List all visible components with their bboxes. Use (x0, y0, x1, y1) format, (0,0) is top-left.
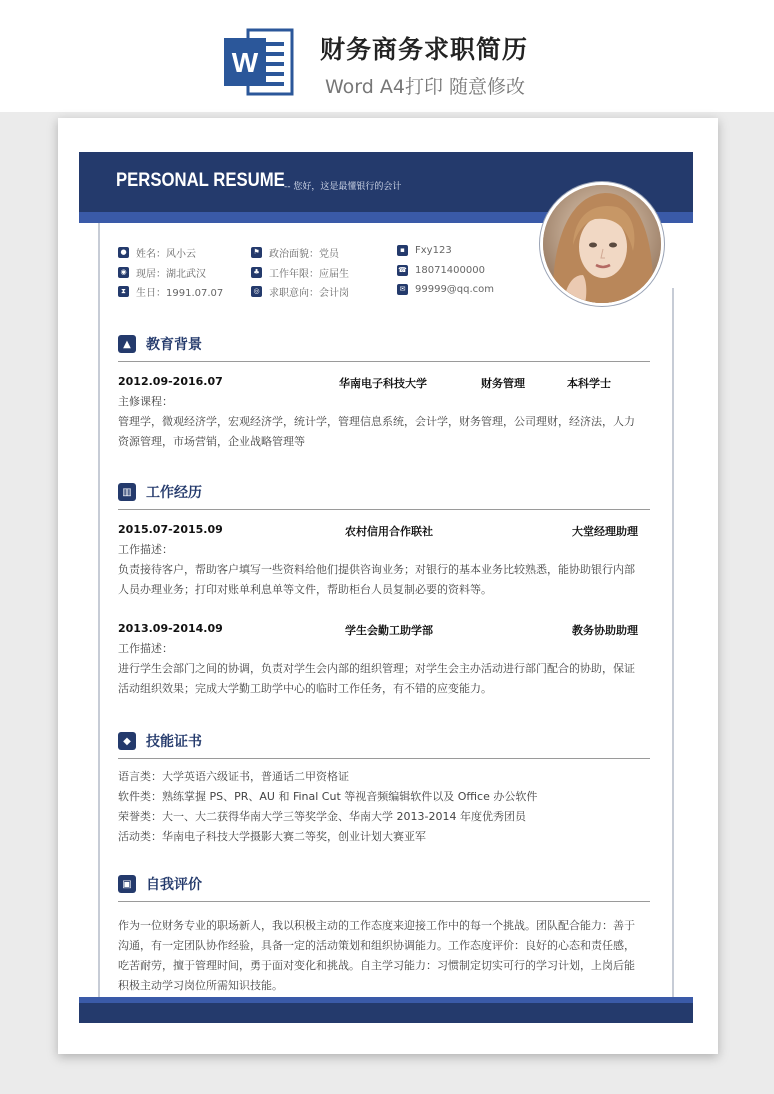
info-qq (397, 245, 452, 256)
banner-subtitle: Word A4打印 随意修改 (325, 76, 526, 98)
job-1-period: 2015.07-2015.09 (118, 523, 223, 536)
info-intention (251, 284, 349, 299)
graduation-cap-icon: ▲ (118, 335, 136, 353)
job-2-period: 2013.09-2014.09 (118, 622, 223, 635)
info-email (397, 284, 494, 295)
chat-bubble-icon: ▪ (397, 245, 408, 256)
skill-item: 活动类：华南电子科技大学摄影大赛二等奖，创业计划大赛亚军 (118, 830, 426, 843)
education-header (118, 334, 202, 354)
education-divider (118, 361, 650, 362)
job-1-description-line: 负责接待客户，帮助客户填写一些资料给他们提供咨询业务；对银行的基本业务比较熟悉，能协助银行内部 (118, 563, 635, 576)
mail-icon: ✉ (397, 284, 408, 295)
education-degree: 本科学士 (567, 377, 611, 390)
job-2-description-line: 活动组织效果；完成大学勤工助学中心的临时工作任务，有不错的应变能力。 (118, 682, 492, 695)
flag-icon: ⚑ (251, 247, 262, 258)
work-divider (118, 509, 650, 510)
education-major: 财务管理 (481, 377, 525, 390)
info-name-text: 姓名：风小云 (136, 249, 196, 260)
banner-title: 财务商务求职简历 (320, 35, 529, 64)
info-political-text: 政治面貌：党员 (269, 249, 339, 260)
info-experience (251, 265, 349, 280)
info-political (251, 245, 339, 260)
info-intention-text: 求职意向：会计岗 (269, 288, 349, 299)
job-1-description-line: 人员办理业务；打印对账单利息单等文件，帮助柜台人员复制必要的资料等。 (118, 583, 492, 596)
evaluation-divider (118, 901, 650, 902)
evaluation-title: 自我评价 (146, 877, 202, 893)
top-banner (0, 0, 774, 112)
skill-item: 语言类：大学英语六级证书，普通话二甲资格证 (118, 770, 349, 783)
target-icon: ◎ (251, 286, 262, 297)
education-courses-line: 资源管理，市场营销，企业战略管理等 (118, 435, 305, 448)
tag-icon: ◆ (118, 732, 136, 750)
resume-tagline: -- 您好，这是最懂银行的会计 (284, 182, 402, 192)
skills-list (118, 767, 653, 847)
right-frame-line (672, 288, 674, 1003)
portrait-illustration (543, 185, 661, 303)
person-icon: ● (118, 247, 129, 258)
job-1-description-label: 工作描述： (118, 543, 173, 556)
word-icon-letter: W (231, 47, 259, 78)
hourglass-icon: ⧗ (118, 286, 129, 297)
job-1-role: 大堂经理助理 (572, 525, 638, 538)
education-title: 教育背景 (146, 337, 202, 353)
info-email-text: 99999@qq.com (415, 284, 495, 295)
info-phone (397, 265, 485, 276)
work-header (118, 482, 202, 502)
bar-chart-icon: ▥ (118, 483, 136, 501)
education-school: 华南电子科技大学 (339, 377, 427, 390)
skill-item: 荣誉类：大一、大二获得华南大学三等奖学金、华南大学 2013-2014 年度优秀团员 (118, 810, 526, 823)
skills-header (118, 731, 202, 751)
education-courses-label: 主修课程： (118, 395, 173, 408)
info-residence-text: 现居：湖北武汉 (136, 269, 206, 280)
education-courses (118, 392, 653, 452)
job-1-company: 农村信用合作联社 (345, 525, 433, 538)
footer-bar (79, 1003, 693, 1023)
evaluation-line: 沟通，有一定团队协作经验，具备一定的活动策划和组织协调能力。工作态度评价：良好的心态和责任感， (118, 939, 635, 952)
info-birthday (118, 284, 223, 299)
job-2-description-label: 工作描述： (118, 642, 173, 655)
skills-title: 技能证书 (146, 734, 202, 750)
work-title: 工作经历 (146, 485, 202, 501)
group-icon: ♣ (251, 267, 262, 278)
evaluation-text (118, 916, 653, 996)
job-1-description (118, 540, 653, 600)
phone-icon: ☎ (398, 266, 407, 274)
info-qq-text: Fxy123 (415, 245, 452, 256)
skills-divider (118, 758, 650, 759)
profile-photo (540, 182, 664, 306)
info-phone-text: 18071400000 (415, 265, 485, 276)
location-pin-icon: ◉ (118, 267, 129, 278)
resume-title: PERSONAL RESUME (116, 170, 285, 191)
info-experience-text: 工作年限：应届生 (269, 269, 349, 280)
evaluation-header (118, 874, 202, 894)
job-2-company: 学生会勤工助学部 (345, 624, 433, 637)
left-frame-line (98, 223, 100, 1003)
evaluation-line: 积极主动学习岗位所需知识技能。 (118, 979, 283, 992)
job-2-description (118, 639, 653, 699)
skill-item: 软件类：熟练掌握 PS、PR、AU 和 Final Cut 等视音频编辑软件以及 Office 办公软件 (118, 790, 538, 803)
education-period: 2012.09-2016.07 (118, 375, 223, 388)
resume-page (58, 118, 718, 1054)
id-card-icon: ▣ (118, 875, 136, 893)
info-name (118, 245, 196, 260)
evaluation-line: 作为一位财务专业的职场新人，我以积极主动的工作态度来迎接工作中的每一个挑战。团队配合能力：善于 (118, 919, 635, 932)
word-document-icon (222, 26, 294, 98)
job-2-description-line: 进行学生会部门之间的协调，负责对学生会内部的组织管理；对学生会主办活动进行部门配合的协助，保证 (118, 662, 635, 675)
education-courses-line: 管理学，微观经济学，宏观经济学，统计学，管理信息系统，会计学，财务管理，公司理财，经济法，人力 (118, 415, 635, 428)
job-2-role: 教务协助助理 (572, 624, 638, 637)
evaluation-line: 吃苦耐劳，擅于管理时间，勇于面对变化和挑战。自主学习能力：习惯制定切实可行的学习计划，上岗后能 (118, 959, 635, 972)
info-residence (118, 265, 206, 280)
info-birthday-text: 生日：1991.07.07 (136, 288, 224, 299)
